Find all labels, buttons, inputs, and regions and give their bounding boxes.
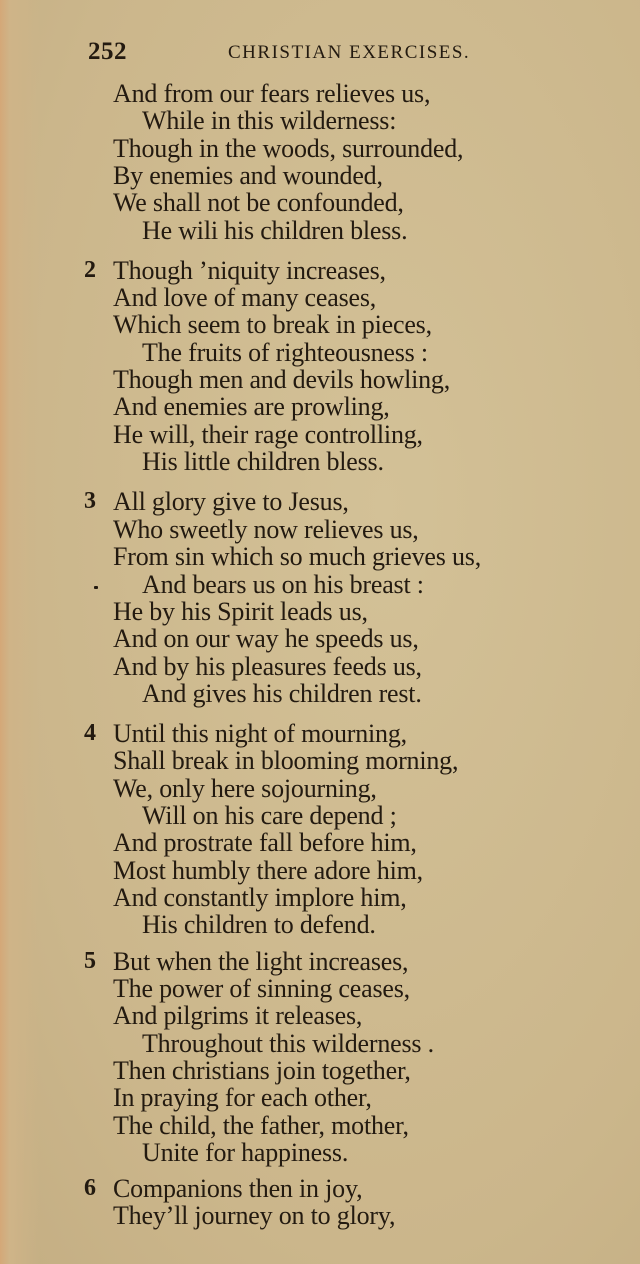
- verse-line: He wili his children bless.: [142, 216, 408, 245]
- verse-line: The child, the father, mother,: [113, 1111, 409, 1140]
- running-title: CHRISTIAN EXERCISES.: [228, 42, 471, 63]
- verse-line: And by his pleasures feeds us,: [113, 652, 422, 681]
- verse-line: Though ’niquity increases,: [113, 256, 386, 285]
- verse-line: He by his Spirit leads us,: [113, 597, 368, 626]
- verse-line: We, only here sojourning,: [113, 774, 377, 803]
- verse-line: Will on his care depend ;: [142, 801, 397, 830]
- verse-line: Unite for happiness.: [142, 1138, 349, 1167]
- verse-line: And pilgrims it releases,: [113, 1001, 363, 1030]
- verse-line: His little children bless.: [142, 447, 384, 476]
- verse-line: Who sweetly now relieves us,: [113, 515, 419, 544]
- verse-line: All glory give to Jesus,: [113, 487, 349, 516]
- verse-line: And gives his children rest.: [142, 679, 422, 708]
- verse-line: Shall break in blooming morning,: [113, 746, 459, 775]
- verse-line: Most humbly there adore him,: [113, 856, 423, 885]
- verse-line: His children to defend.: [142, 910, 376, 939]
- verse-line: But when the light increases,: [113, 947, 409, 976]
- page-number: 252: [88, 38, 127, 65]
- verse-line: Though in the woods, surrounded,: [113, 134, 464, 163]
- verse-line: Until this night of mourning,: [113, 719, 407, 748]
- verse-line: They’ll journey on to glory,: [113, 1201, 396, 1230]
- stanza-number: 5: [84, 948, 96, 974]
- verse-line: While in this wilderness:: [142, 106, 397, 135]
- verse-line: The fruits of righteousness :: [142, 338, 428, 367]
- stanza-number: 6: [84, 1175, 96, 1201]
- verse-line: Throughout this wilderness .: [142, 1029, 434, 1058]
- verse-line: And bears us on his breast :: [142, 570, 424, 599]
- verse-line: And love of many ceases,: [113, 283, 377, 312]
- page-header: [88, 38, 538, 68]
- verse-line: And prostrate fall before him,: [113, 828, 417, 857]
- verse-line: In praying for each other,: [113, 1083, 372, 1112]
- stanza-number: 4: [84, 720, 96, 746]
- verse-line: We shall not be confounded,: [113, 188, 404, 217]
- verse-line: Then christians join together,: [113, 1056, 411, 1085]
- ink-speck: [94, 586, 98, 589]
- verse-line: Which seem to break in pieces,: [113, 310, 432, 339]
- verse-line: The power of sinning ceases,: [113, 974, 410, 1003]
- verse-line: And enemies are prowling,: [113, 392, 390, 421]
- verse-line: By enemies and wounded,: [113, 161, 383, 190]
- verse-line: He will, their rage controlling,: [113, 420, 423, 449]
- verse-line: From sin which so much grieves us,: [113, 542, 482, 571]
- stanza-number: 2: [84, 257, 96, 283]
- verse-line: And constantly implore him,: [113, 883, 407, 912]
- verse-line: And from our fears relieves us,: [113, 79, 431, 108]
- verse-line: And on our way he speeds us,: [113, 624, 419, 653]
- verse-line: Companions then in joy,: [113, 1174, 363, 1203]
- stanza-number: 3: [84, 488, 96, 514]
- verse-line: Though men and devils howling,: [113, 365, 451, 394]
